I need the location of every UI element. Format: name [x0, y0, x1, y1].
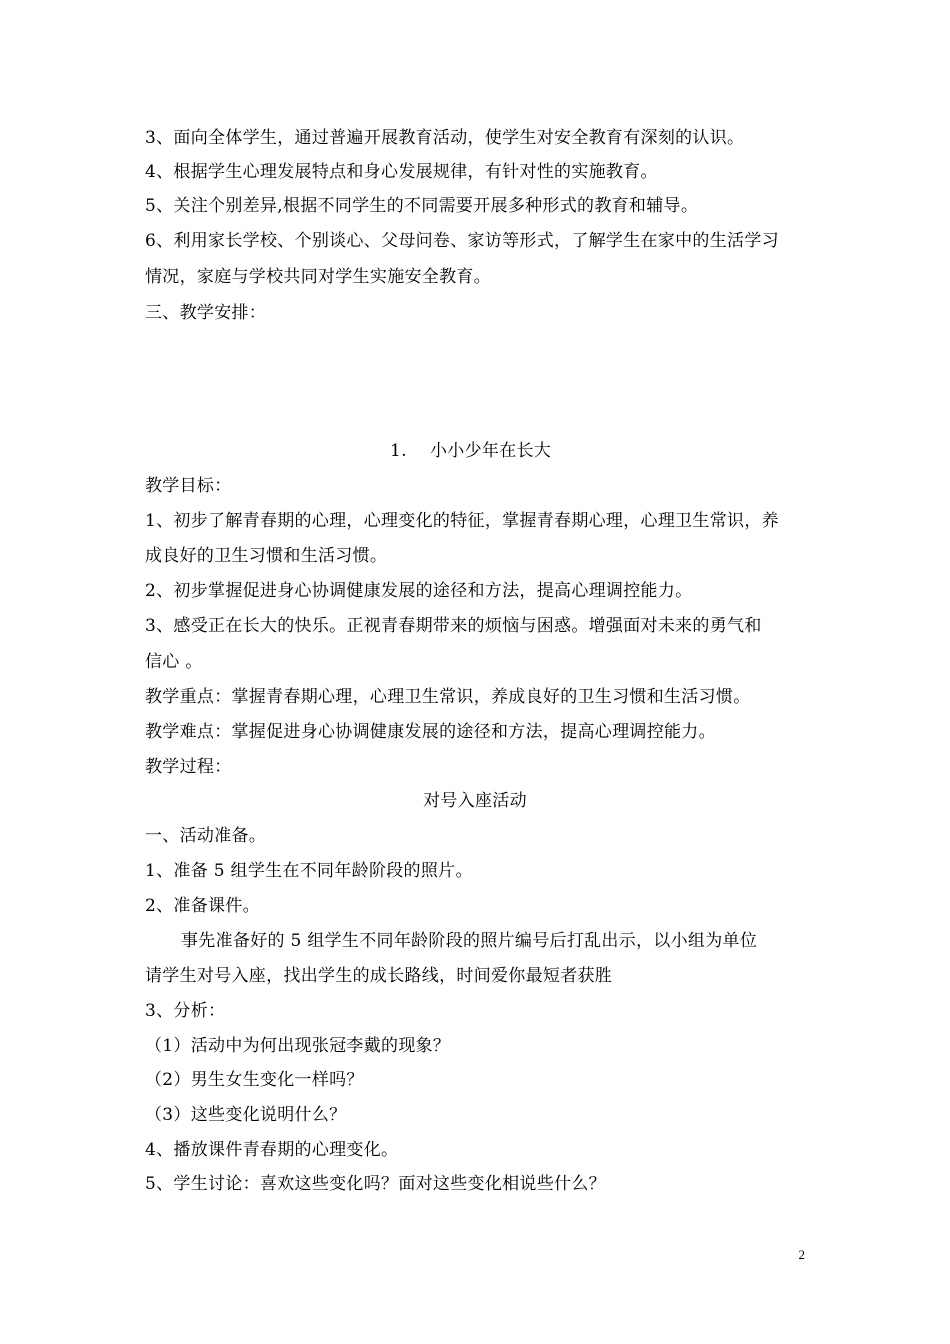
section-heading: 一、活动准备。 [145, 826, 267, 846]
lesson-number: 1. [390, 441, 407, 461]
list-item-continuation: 情况，家庭与学校共同对学生实施安全教育。 [145, 267, 491, 287]
question-item: （1）活动中为何出现张冠李戴的现象？ [145, 1036, 451, 1056]
paragraph-continuation: 请学生对号入座，找出学生的成长路线，时间爱你最短者获胜 [145, 966, 613, 986]
list-item: 4、根据学生心理发展特点和身心发展规律，有针对性的实施教育。 [145, 162, 658, 182]
section-heading: 三、教学安排： [145, 303, 267, 323]
list-item: 3、面向全体学生，通过普遍开展教育活动，使学生对安全教育有深刻的认识。 [145, 128, 745, 148]
question-item: （2）男生女生变化一样吗？ [145, 1070, 364, 1090]
paragraph: 事先准备好的 5 组学生不同年龄阶段的照片编号后打乱出示，以小组为单位 [181, 931, 758, 951]
page-number: 2 [798, 1247, 805, 1262]
list-item: 6、利用家长学校、个别谈心、父母问卷、家访等形式，了解学生在家中的生活学习 [145, 231, 779, 251]
difficulty: 教学难点：掌握促进身心协调健康发展的途径和方法，提高心理调控能力。 [145, 722, 716, 742]
list-item: 5、关注个别差异,根据不同学生的不同需要开展多种形式的教育和辅导。 [145, 196, 699, 216]
list-item: 5、学生讨论：喜欢这些变化吗？面对这些变化相说些什么？ [145, 1174, 606, 1194]
list-item: 4、播放课件青春期的心理变化。 [145, 1140, 399, 1160]
list-item-continuation: 成良好的卫生习惯和生活习惯。 [145, 546, 388, 566]
list-item: 1、初步了解青春期的心理，心理变化的特征，掌握青春期心理，心理卫生常识，养 [145, 511, 779, 531]
question-item: （3）这些变化说明什么？ [145, 1105, 347, 1125]
list-item: 1、准备 5 组学生在不同年龄阶段的照片。 [145, 861, 473, 881]
lesson-title-text: 小小少年在长大 [430, 441, 552, 461]
list-item: 3、分析： [145, 1001, 226, 1021]
list-item-continuation: 信心 。 [145, 652, 203, 672]
key-point: 教学重点：掌握青春期心理，心理卫生常识，养成良好的卫生习惯和生活习惯。 [145, 687, 751, 707]
list-item: 3、感受正在长大的快乐。正视青春期带来的烦恼与困惑。增强面对未来的勇气和 [145, 616, 762, 636]
process-heading: 教学过程： [145, 757, 232, 777]
list-item: 2、准备课件。 [145, 896, 260, 916]
activity-title: 对号入座活动 [423, 791, 527, 811]
list-item: 2、初步掌握促进身心协调健康发展的途径和方法，提高心理调控能力。 [145, 581, 693, 601]
goals-heading: 教学目标： [145, 476, 232, 496]
lesson-title [390, 440, 551, 462]
